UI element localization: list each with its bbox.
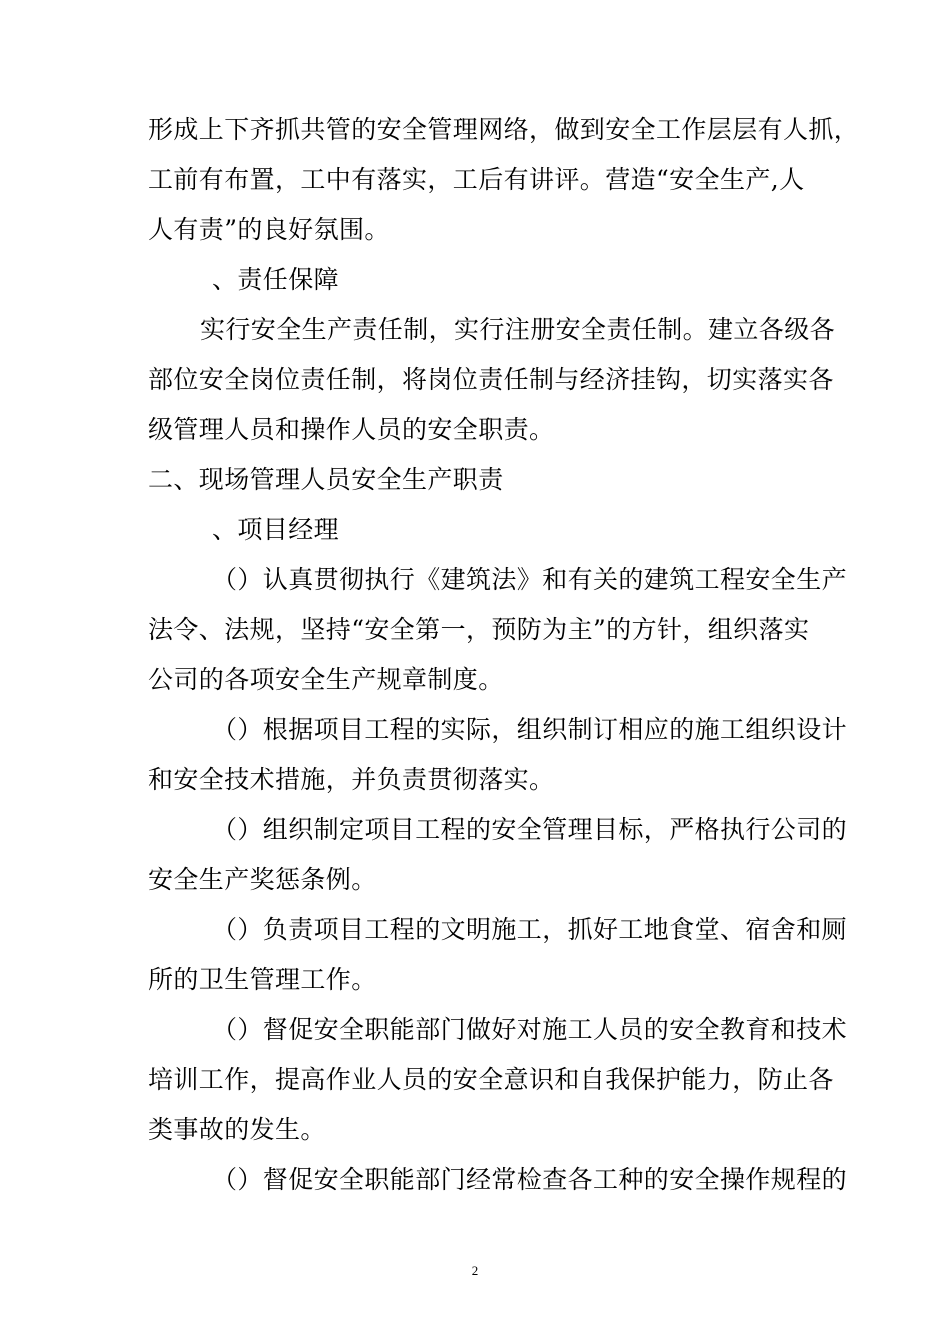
paragraph-line: 安全生产奖惩条例。 <box>148 865 377 894</box>
paragraph-line: 部位安全岗位责任制，将岗位责任制与经济挂钩，切实落实各 <box>148 365 834 394</box>
paragraph-line: 实行安全生产责任制，实行注册安全责任制。建立各级各 <box>200 315 836 344</box>
paragraph-line: 培训工作，提高作业人员的安全意识和自我保护能力，防止各 <box>148 1065 834 1094</box>
list-item-line: （）认真贯彻执行《建筑法》和有关的建筑工程安全生产 <box>212 565 848 594</box>
section-heading-project-manager: 、项目经理 <box>212 515 340 544</box>
paragraph-line: 级管理人员和操作人员的安全职责。 <box>148 415 555 444</box>
list-item-line: （）组织制定项目工程的安全管理目标，严格执行公司的 <box>212 815 848 844</box>
list-item-line: （）负责项目工程的文明施工，抓好工地食堂、宿舍和厕 <box>212 915 848 944</box>
paragraph-line: 公司的各项安全生产规章制度。 <box>148 665 504 694</box>
paragraph-line: 法令、法规，坚持“安全第一，预防为主”的方针，组织落实 <box>148 615 810 644</box>
paragraph-line: 形成上下齐抓共管的安全管理网络，做到安全工作层层有人抓， <box>148 115 860 144</box>
paragraph-line: 所的卫生管理工作。 <box>148 965 377 994</box>
body-text <box>148 105 860 1205</box>
list-item-line: （）根据项目工程的实际，组织制订相应的施工组织设计 <box>212 715 848 744</box>
section-heading-responsibility: 、责任保障 <box>212 265 340 294</box>
chapter-heading: 二、现场管理人员安全生产职责 <box>148 465 504 494</box>
list-item-line: （）督促安全职能部门做好对施工人员的安全教育和技术 <box>212 1015 848 1044</box>
list-item-line: （）督促安全职能部门经常检查各工种的安全操作规程的 <box>212 1165 848 1194</box>
paragraph-line: 和安全技术措施，并负责贯彻落实。 <box>148 765 555 794</box>
paragraph-line: 类事故的发生。 <box>148 1115 326 1144</box>
paragraph-line: 人有责”的良好氛围。 <box>148 215 390 244</box>
page-number: 2 <box>471 1263 479 1278</box>
paragraph-line: 工前有布置，工中有落实，工后有讲评。营造“安全生产,人 <box>148 165 805 194</box>
